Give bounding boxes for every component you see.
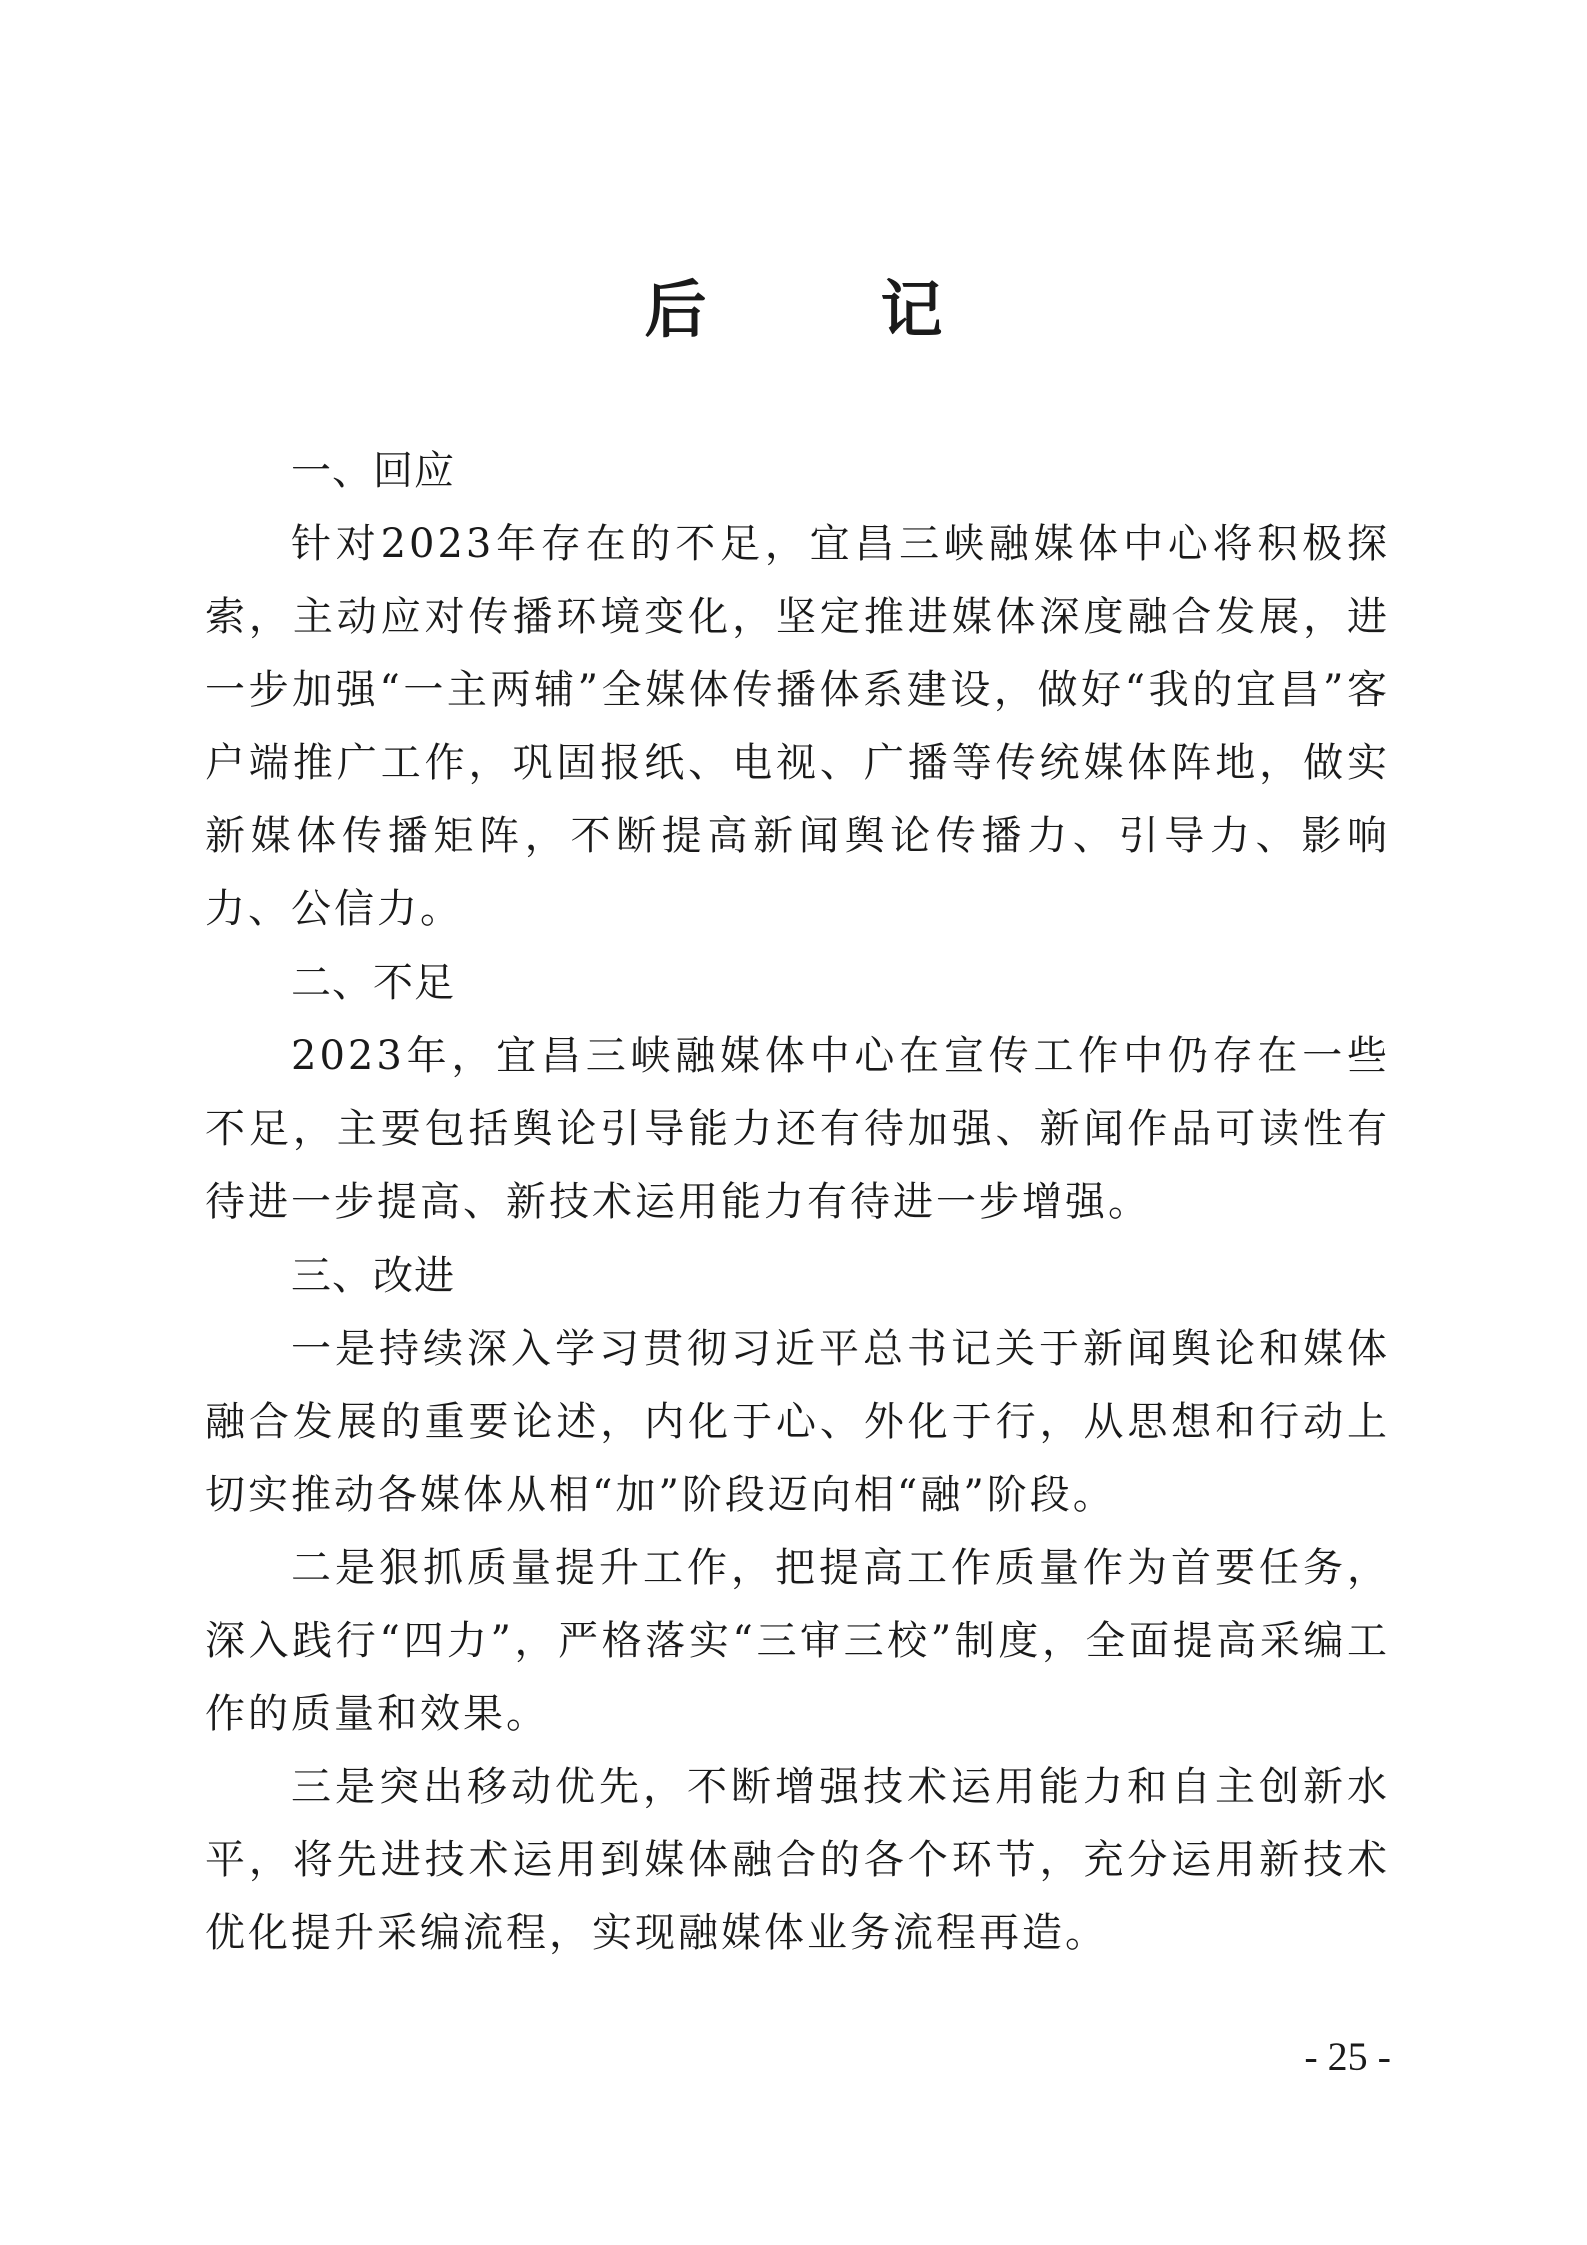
section-heading: 二、不足 [291, 960, 455, 1006]
section-heading: 三、改进 [291, 1253, 455, 1299]
paragraph: 二是狠抓质量提升工作，把提高工作质量作为首要任务，深入践行“四力”，严格落实“三审三校”制度，全面提高采编工作的质量和效果。 [205, 1545, 1390, 1737]
paragraph: 针对2023年存在的不足，宜昌三峡融媒体中心将积极探索，主动应对传播环境变化，坚定推进媒体深度融合发展，进一步加强“一主两辅”全媒体传播体系建设，做好“我的宜昌”客户端推广工作，巩固报纸、电视、广播等传统媒体阵地，做实新媒体传播矩阵，不断提高新闻舆论传播力、引导力、影响力、公信力。 [205, 521, 1390, 932]
section-heading: 一、回应 [291, 448, 455, 494]
paragraph: 一是持续深入学习贯彻习近平总书记关于新闻舆论和媒体融合发展的重要论述，内化于心、外化于行，从思想和行动上切实推动各媒体从相“加”阶段迈向相“融”阶段。 [205, 1326, 1390, 1518]
page-title: 后 记 [644, 273, 999, 346]
paragraph: 2023年，宜昌三峡融媒体中心在宣传工作中仍存在一些不足，主要包括舆论引导能力还有待加强、新闻作品可读性有待进一步提高、新技术运用能力有待进一步增强。 [205, 1033, 1390, 1225]
document-body [205, 434, 1390, 1970]
section-response [205, 434, 1390, 946]
paragraph: 三是突出移动优先，不断增强技术运用能力和自主创新水平，将先进技术运用到媒体融合的各个环节，充分运用新技术优化提升采编流程，实现融媒体业务流程再造。 [205, 1764, 1390, 1956]
page-number: - 25 - [1304, 2034, 1391, 2079]
section-shortcomings [205, 946, 1390, 1239]
section-improvements [205, 1239, 1390, 1970]
